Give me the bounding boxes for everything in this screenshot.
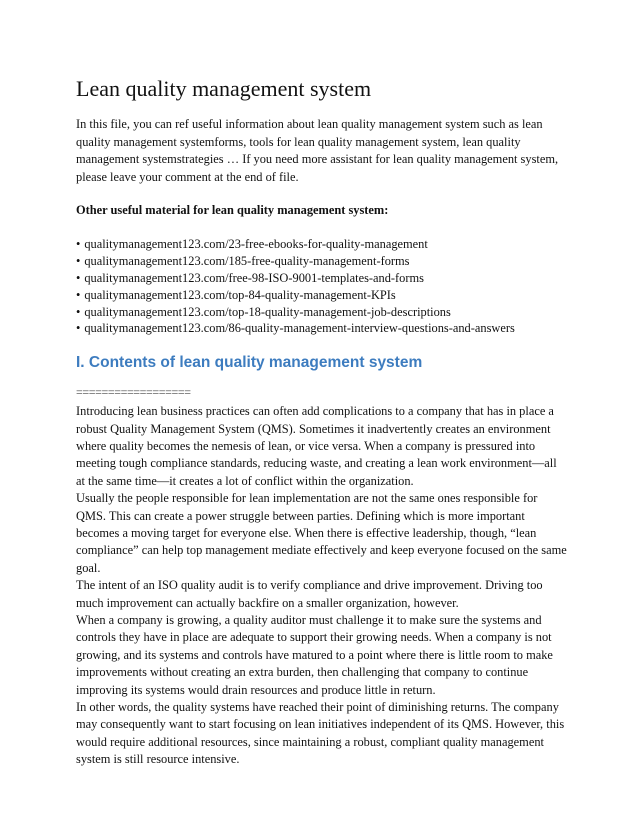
body-paragraph: When a company is growing, a quality auditor must challenge it to make sure the systems and controls they have in place are adequate to support their growing needs. When a company is not growing, and its systems and controls have matured to a point where there is little room to make improvements without creating an extra burden, then challenging that company to continue improving its systems would drain resources and produce little in return.	[76, 613, 553, 697]
bullet-icon: •	[76, 237, 81, 252]
bullet-icon: •	[76, 270, 81, 285]
bullet-icon: •	[76, 254, 81, 269]
body-paragraph: The intent of an ISO quality audit is to verify compliance and drive improvement. Driving too much improvement can actually backfire on a smaller organization, however.	[76, 578, 543, 610]
list-item	[76, 253, 568, 270]
link-text[interactable]: qualitymanagement123.com/86-quality-management-interview-questions-and-answers	[84, 321, 515, 336]
section-heading: I. Contents of lean quality management system	[76, 354, 423, 372]
useful-links-list	[76, 236, 568, 337]
separator-line: ==================	[76, 385, 191, 400]
link-text[interactable]: qualitymanagement123.com/185-free-quality-management-forms	[84, 254, 410, 269]
document-page	[76, 76, 568, 769]
body-paragraph: In other words, the quality systems have reached their point of diminishing returns. The company may consequently want to start focusing on lean initiatives independent of its QMS. However, this would require additional resources, since maintaining a robust, compliant quality management system is still resource intensive.	[76, 700, 565, 767]
link-text[interactable]: qualitymanagement123.com/free-98-ISO-9001-templates-and-forms	[84, 270, 424, 285]
intro-paragraph: In this file, you can ref useful information about lean quality management system such as lean quality management systemforms, tools for lean quality management system, lean quality management systemstrategies … If you need more assistant for lean quality management system, please leave your comment at the end of file.	[76, 117, 559, 184]
list-item	[76, 236, 568, 253]
useful-material-heading: Other useful material for lean quality management system:	[76, 203, 389, 218]
link-text[interactable]: qualitymanagement123.com/top-84-quality-management-KPIs	[84, 287, 396, 302]
body-paragraph: Usually the people responsible for lean implementation are not the same ones responsible for QMS. This can create a power struggle between parties. Defining which is more important becomes a moving target for everyone else. When there is effective leadership, though, “lean compliance” can help top management mediate effectively and keep everyone focused on the same goal.	[76, 491, 567, 575]
link-text[interactable]: qualitymanagement123.com/23-free-ebooks-for-quality-management	[84, 237, 428, 252]
document-title: Lean quality management system	[76, 76, 372, 101]
link-text[interactable]: qualitymanagement123.com/top-18-quality-management-job-descriptions	[84, 304, 451, 319]
body-paragraph: Introducing lean business practices can often add complications to a company that has in place a robust Quality Management System (QMS). Sometimes it inadvertently creates an environment where quality becomes the nemesis of lean, or vice versa. When a company is pressured into meeting tough compliance standards, reducing waste, and creating a lean work environment—all at the same time—it creates a lot of conflict within the organization.	[76, 404, 557, 488]
list-item	[76, 287, 568, 304]
list-item	[76, 270, 568, 287]
list-item	[76, 304, 568, 321]
bullet-icon: •	[76, 321, 81, 336]
bullet-icon: •	[76, 287, 81, 302]
list-item	[76, 320, 568, 337]
bullet-icon: •	[76, 304, 81, 319]
